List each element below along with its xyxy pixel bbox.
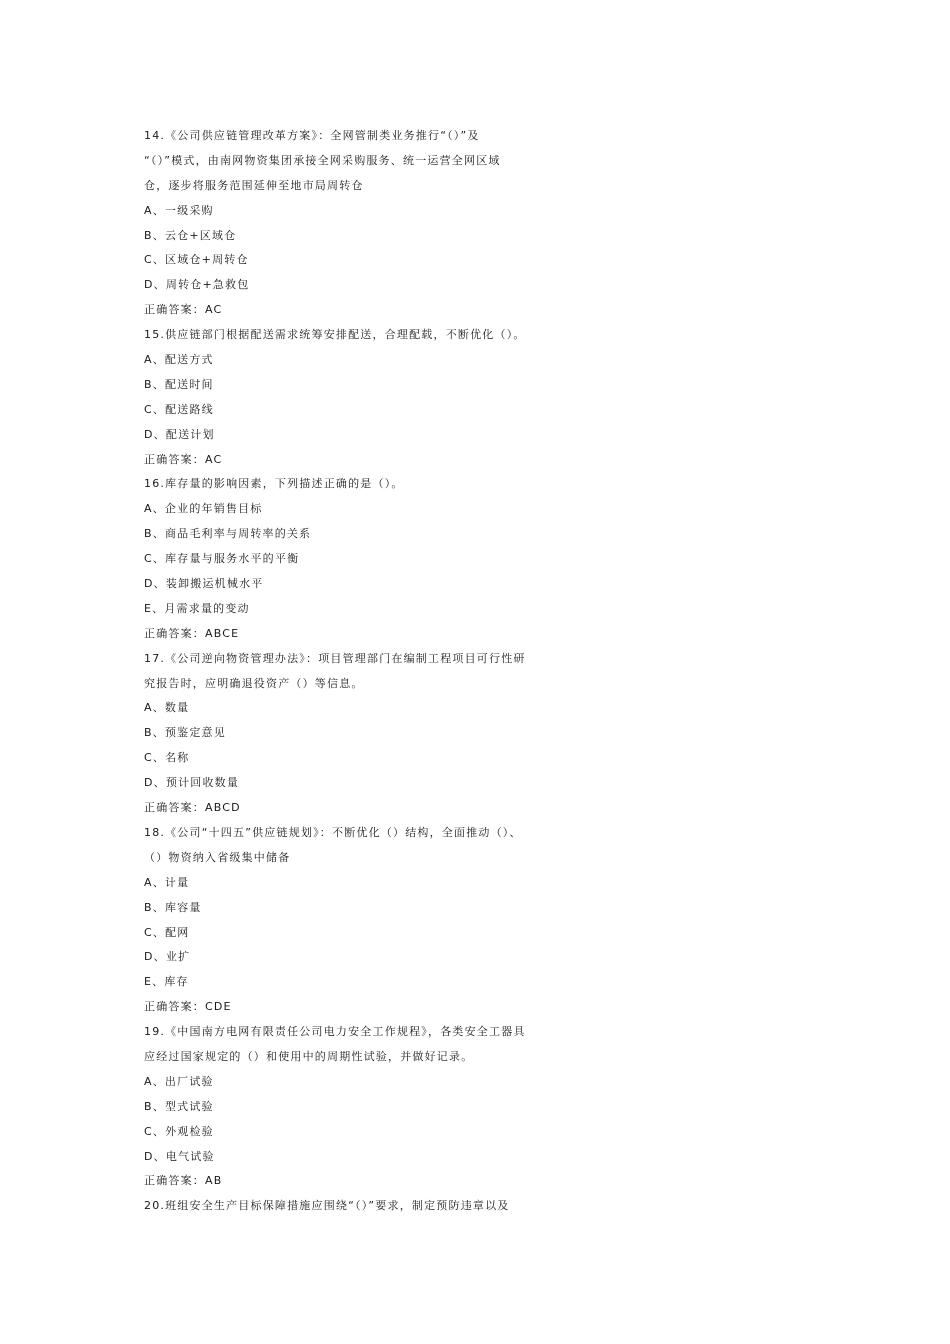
q19-line-1: 19.《中国南方电网有限责任公司电力安全工作规程》，各类安全工器具 bbox=[144, 1025, 526, 1039]
q18-line-1: 18.《公司“十四五”供应链规划》：不断优化（）结构，全面推动（）、 bbox=[144, 825, 522, 839]
q19-option-a: A、出厂试验 bbox=[144, 1074, 214, 1088]
q14-option-a: A、一级采购 bbox=[144, 203, 214, 217]
q14-line-1: 14.《公司供应链管理改革方案》：全网管制类业务推行“（）”及 bbox=[144, 129, 480, 142]
q15-option-b: B、配送时间 bbox=[144, 377, 214, 391]
q14-line-3: 仓，逐步将服务范围延伸至地市局周转仓 bbox=[144, 178, 364, 192]
q19-option-d: D、电气试验 bbox=[144, 1149, 215, 1163]
q17-answer: 正确答案：ABCD bbox=[144, 801, 241, 815]
q18-option-d: D、业扩 bbox=[144, 950, 191, 964]
q17-line-1: 17.《公司逆向物资管理办法》：项目管理部门在编制工程项目可行性研 bbox=[144, 651, 526, 665]
q18-answer: 正确答案：CDE bbox=[144, 1000, 232, 1014]
q18-option-c: C、配网 bbox=[144, 925, 190, 939]
q15-answer: 正确答案：AC bbox=[144, 452, 223, 466]
q16-option-d: D、装卸搬运机械水平 bbox=[144, 577, 264, 591]
q16-option-c: C、库存量与服务水平的平衡 bbox=[144, 552, 300, 566]
q16-option-b: B、商品毛利率与周转率的关系 bbox=[144, 527, 312, 541]
q19-line-2: 应经过国家规定的（）和使用中的周期性试验，并做好记录。 bbox=[144, 1049, 474, 1063]
q14-option-c: C、区域仓+周转仓 bbox=[144, 253, 249, 267]
q14-option-d: D、周转仓+急救包 bbox=[144, 278, 250, 292]
q15-line-1: 15.供应链部门根据配送需求统筹安排配送，合理配载，不断优化（）。 bbox=[144, 328, 526, 342]
q14-answer: 正确答案：AC bbox=[144, 303, 223, 317]
q15-option-a: A、配送方式 bbox=[144, 353, 214, 367]
q19-answer: 正确答案：AB bbox=[144, 1174, 223, 1188]
q19-option-c: C、外观检验 bbox=[144, 1124, 214, 1138]
q17-option-c: C、名称 bbox=[144, 751, 190, 765]
q17-option-b: B、预鉴定意见 bbox=[144, 726, 226, 740]
q14-option-b: B、云仓+区域仓 bbox=[144, 228, 237, 242]
document-page bbox=[144, 124, 584, 1219]
q17-option-a: A、数量 bbox=[144, 701, 190, 715]
q18-option-b: B、库容量 bbox=[144, 900, 202, 914]
q16-answer: 正确答案：ABCE bbox=[144, 626, 240, 640]
q17-line-2: 究报告时，应明确退役资产（）等信息。 bbox=[144, 676, 364, 690]
q16-option-e: E、月需求量的变动 bbox=[144, 601, 250, 615]
q16-option-a: A、企业的年销售目标 bbox=[144, 502, 263, 516]
q17-option-d: D、预计回收数量 bbox=[144, 776, 240, 790]
q16-line-1: 16.库存量的影响因素，下列描述正确的是（）。 bbox=[144, 477, 404, 491]
q20-line-1: 20.班组安全生产目标保障措施应围绕“（）”要求，制定预防违章以及 bbox=[144, 1199, 510, 1213]
q18-line-2: （）物资纳入省级集中储备 bbox=[144, 850, 291, 864]
q18-option-a: A、计量 bbox=[144, 875, 190, 889]
q14-line-2: “（）”模式，由南网物资集团承接全网采购服务、统一运营全网区域 bbox=[144, 153, 501, 167]
q15-option-d: D、配送计划 bbox=[144, 427, 215, 441]
q18-option-e: E、库存 bbox=[144, 975, 189, 989]
q15-option-c: C、配送路线 bbox=[144, 402, 214, 416]
q19-option-b: B、型式试验 bbox=[144, 1099, 214, 1113]
